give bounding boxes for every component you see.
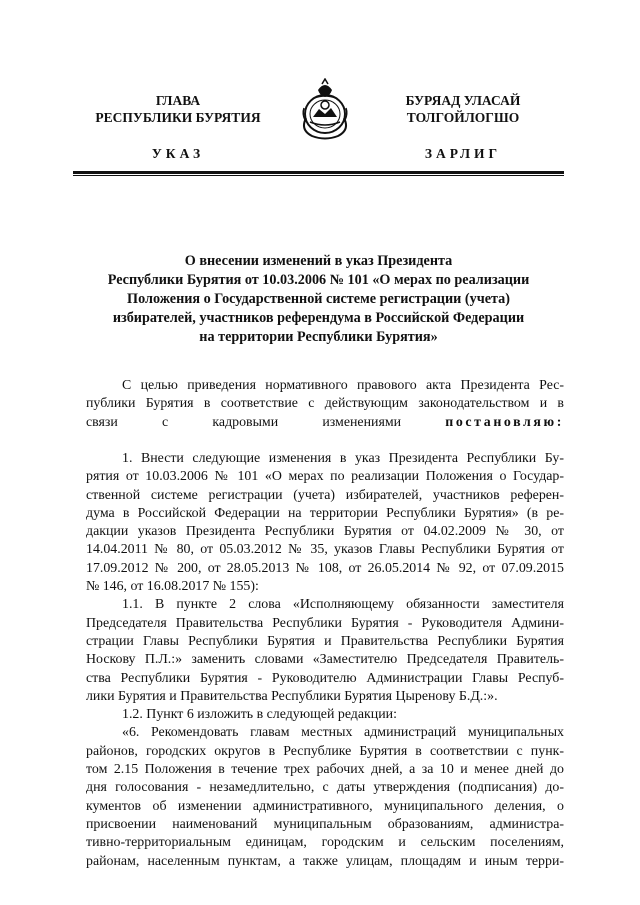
document-title [73,252,564,347]
body-line: № 146, от 16.08.2017 № 155): [86,579,259,595]
title-line: на территории Республики Бурятия» [199,329,438,345]
body-line: «6. Рекомендовать главам местных администраций муниципальных [122,725,564,741]
title-line: избирателей, участников референдума в Российской Федерации [112,310,525,326]
body-line: дня голосования - незамедлительно, с даты утверждения (подписания) до- [86,780,564,796]
preamble-emphasis: постановляю: [445,414,564,430]
header-divider-thin [73,175,564,176]
header-left [78,92,278,126]
body-line: рятия от 10.03.2006 № 101 «О мерах по реализации Положения о Государ- [86,469,564,485]
body-line: 1.1. В пункте 2 слова «Исполняющему обязанности заместителя [122,597,564,613]
preamble-line: С целью приведения нормативного правового акта Президента Рес- [122,378,564,393]
body-line: ства Республики Бурятия - Руководителю Администрации Главы Респуб- [86,670,564,686]
title-line: Положения о Государственной системе регистрации (учета) [127,291,510,307]
body-line: лики Бурятия и Правительства Республики Бурятия Цыренову Б.Д.:». [86,688,498,704]
header-left-line2: РЕСПУБЛИКИ БУРЯТИЯ [95,110,261,125]
body-line: присвоении наименований муниципальным образованиям, администра- [86,816,564,832]
body-line: 1.2. Пункт 6 изложить в следующей редакции: [122,707,397,723]
body-line: районов, городских округов в Республике Бурятия в соответствии с пунк- [86,743,564,759]
body-text [86,450,564,871]
preamble-line: публики Бурятия в соответствие с действующим законодательством и в [86,396,564,412]
preamble-line [86,414,564,432]
header-divider-thick [73,171,564,174]
body-line: 14.04.2011 № 80, от 05.03.2012 № 35, указов Главы Республики Бурятия от [86,542,564,558]
header-left-line1: ГЛАВА [155,93,201,108]
body-line: районам, населенным пунктам, а также улицам, площадям и иным терри- [86,853,564,869]
preamble-paragraph [86,377,564,432]
body-line: 1. Внести следующие изменения в указ Президента Республики Бу- [122,451,564,466]
body-line: дакции указов Президента Республики Бурятия от 04.02.2009 № 30, от [86,524,564,540]
preamble-text: связи с кадровыми изменениями [86,414,446,430]
header-right-line2: ТОЛГОЙЛОГШО [406,110,520,125]
decree-label-right: ЗАРЛИГ [424,146,502,161]
title-line: Республики Бурятия от 10.03.2006 № 101 «О мерах по реализации [107,272,530,288]
body-line: дума в Российской Федерации на территории Республики Бурятия» (в ре- [86,505,564,521]
body-line: кументов об изменении административного, муниципального деления, о [86,798,564,814]
title-line: О внесении изменений в указ Президента [184,253,453,269]
body-line: ственной системе регистрации (учета) избирателей, участников референ- [86,487,564,503]
body-line: том 2.15 Положения в течение трех рабочих дней, а за 10 и менее дней до [86,762,564,778]
header-right [368,92,558,126]
body-line: 17.09.2012 № 200, от 28.05.2013 № 108, от 26.05.2014 № 92, от 07.09.2015 [86,560,564,576]
header-right-line1: БУРЯАД УЛАСАЙ [405,93,521,108]
coat-of-arms-icon [296,78,354,140]
decree-label-left: УКАЗ [151,146,205,161]
body-line: Председателя Правительства Республики Бурятия - Руководителя Админи- [86,615,564,631]
body-line: Носкову П.Л.:» заменить словами «Заместителю Председателя Правитель- [86,652,564,668]
body-line: страции Главы Республики Бурятия и Правительства Республики Бурятия [86,633,564,649]
body-line: тивно-территориальным единицам, городским и сельским поселениям, [86,835,564,851]
